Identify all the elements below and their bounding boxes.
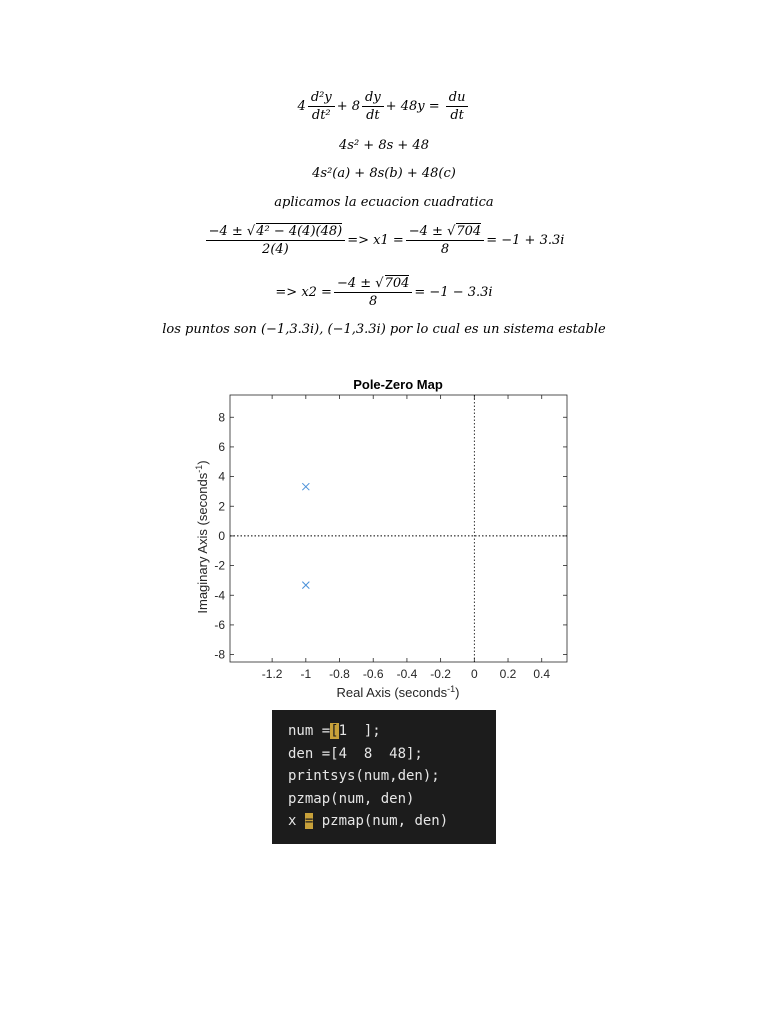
- y-tick-label: 6: [218, 439, 225, 454]
- x2-result: = −1 − 3.3i: [414, 285, 493, 300]
- ode-plus-term: + 8: [336, 99, 360, 114]
- quad-arrow-x1: => x1 =: [347, 233, 404, 248]
- code-text: printsys(num,den);: [288, 768, 440, 784]
- y-tick-label: -4: [214, 588, 225, 603]
- differential-equation: [0, 90, 768, 123]
- dy-numerator: dy: [362, 90, 384, 107]
- method-caption: aplicamos la ecuacion cuadratica: [274, 195, 494, 210]
- code-text: den =[4 8 48];: [288, 745, 423, 762]
- x-axis-label-close: ): [455, 685, 460, 700]
- x-tick-label: -0.4: [396, 667, 418, 681]
- quadratic-formula: [0, 224, 768, 257]
- code-line: [288, 810, 496, 833]
- code-text: pzmap(num, den): [288, 790, 415, 807]
- chart-title: Pole-Zero Map: [353, 377, 443, 392]
- y-tick-label: -8: [214, 647, 225, 662]
- quad-radicand: 4² − 4(4)(48): [256, 224, 343, 239]
- y-tick-label: -6: [214, 617, 225, 632]
- y-axis-label-sup: -1: [194, 464, 204, 473]
- y-tick-label: -2: [214, 558, 225, 573]
- plot-frame: [230, 395, 567, 662]
- x-axis-label-text: Real Axis (seconds: [336, 685, 448, 700]
- x-tick-label: -0.6: [362, 667, 384, 681]
- code-line: [288, 720, 496, 743]
- matlab-code-block: [272, 710, 496, 844]
- y-tick-label: 8: [218, 410, 225, 425]
- ode-middle: + 48y =: [385, 99, 440, 114]
- x-tick-label: -1.2: [261, 667, 283, 681]
- code-text: 1 ];: [338, 723, 381, 739]
- x-tick-label: -1: [300, 667, 312, 681]
- code-text: pzmap(num, den): [313, 813, 449, 829]
- x-axis-label-sup: -1: [447, 684, 456, 694]
- d2y-numerator: d²y: [308, 90, 335, 107]
- du-denominator: dt: [450, 108, 464, 123]
- x-axis-label: [337, 684, 460, 700]
- x2-denominator: 8: [369, 294, 378, 309]
- code-text: num =: [288, 723, 331, 739]
- y-axis-label-text: Imaginary Axis (seconds: [195, 472, 210, 614]
- x1-radicand: 704: [456, 224, 482, 239]
- x2-num-left: −4 ±: [336, 276, 372, 291]
- quad-num-left: −4 ±: [208, 224, 243, 239]
- code-line: [288, 765, 496, 788]
- x1-fraction: [406, 224, 484, 257]
- x2-equation: [0, 276, 768, 309]
- characteristic-polynomial: 4s² + 8s + 48: [339, 138, 429, 153]
- quad-fraction: [206, 224, 346, 257]
- y-tick-label: 2: [218, 499, 225, 514]
- dy-fraction: [362, 90, 384, 123]
- du-numerator: du: [446, 90, 469, 107]
- x-tick-label: -0.8: [329, 667, 350, 681]
- x2-numerator: −4 ± √704: [334, 276, 412, 293]
- x2-prefix: => x2 =: [275, 285, 332, 300]
- dy-denominator: dt: [366, 108, 380, 123]
- ode-coefficient: 4: [297, 99, 306, 114]
- y-axis-label-close: ): [195, 460, 210, 465]
- x1-result: = −1 + 3.3i: [486, 233, 565, 248]
- quad-numerator: −4 ± √4² − 4(4)(48): [206, 224, 346, 241]
- x1-num-left: −4 ±: [408, 224, 443, 239]
- x1-denominator: 8: [440, 242, 450, 257]
- d2y-fraction: [308, 90, 335, 123]
- x2-radicand: 704: [384, 276, 410, 291]
- x-tick-label: 0.4: [533, 667, 551, 681]
- code-line: [288, 788, 496, 811]
- y-tick-label: 0: [218, 528, 225, 543]
- x2-fraction: [334, 276, 412, 309]
- x-tick-label: 0.2: [499, 667, 517, 681]
- quad-denominator: 2(4): [262, 242, 289, 257]
- x-tick-label: -0.2: [430, 667, 451, 681]
- y-tick-label: 4: [218, 469, 225, 484]
- y-axis-label: [194, 460, 210, 613]
- conclusion-text: los puntos son (−1,3.3i), (−1,3.3i) por lo cual es un sistema estable: [162, 322, 606, 337]
- code-highlight: [: [330, 723, 339, 739]
- code-text: x: [288, 813, 305, 829]
- code-line: [288, 743, 496, 766]
- du-fraction: [446, 90, 469, 123]
- d2y-denominator: dt²: [311, 108, 331, 123]
- characteristic-polynomial-abc: 4s²(a) + 8s(b) + 48(c): [312, 166, 456, 181]
- x-tick-label: 0: [470, 667, 478, 681]
- pole-zero-map: [180, 372, 580, 702]
- x1-numerator: −4 ± √704: [406, 224, 484, 241]
- code-highlight: =: [304, 813, 314, 829]
